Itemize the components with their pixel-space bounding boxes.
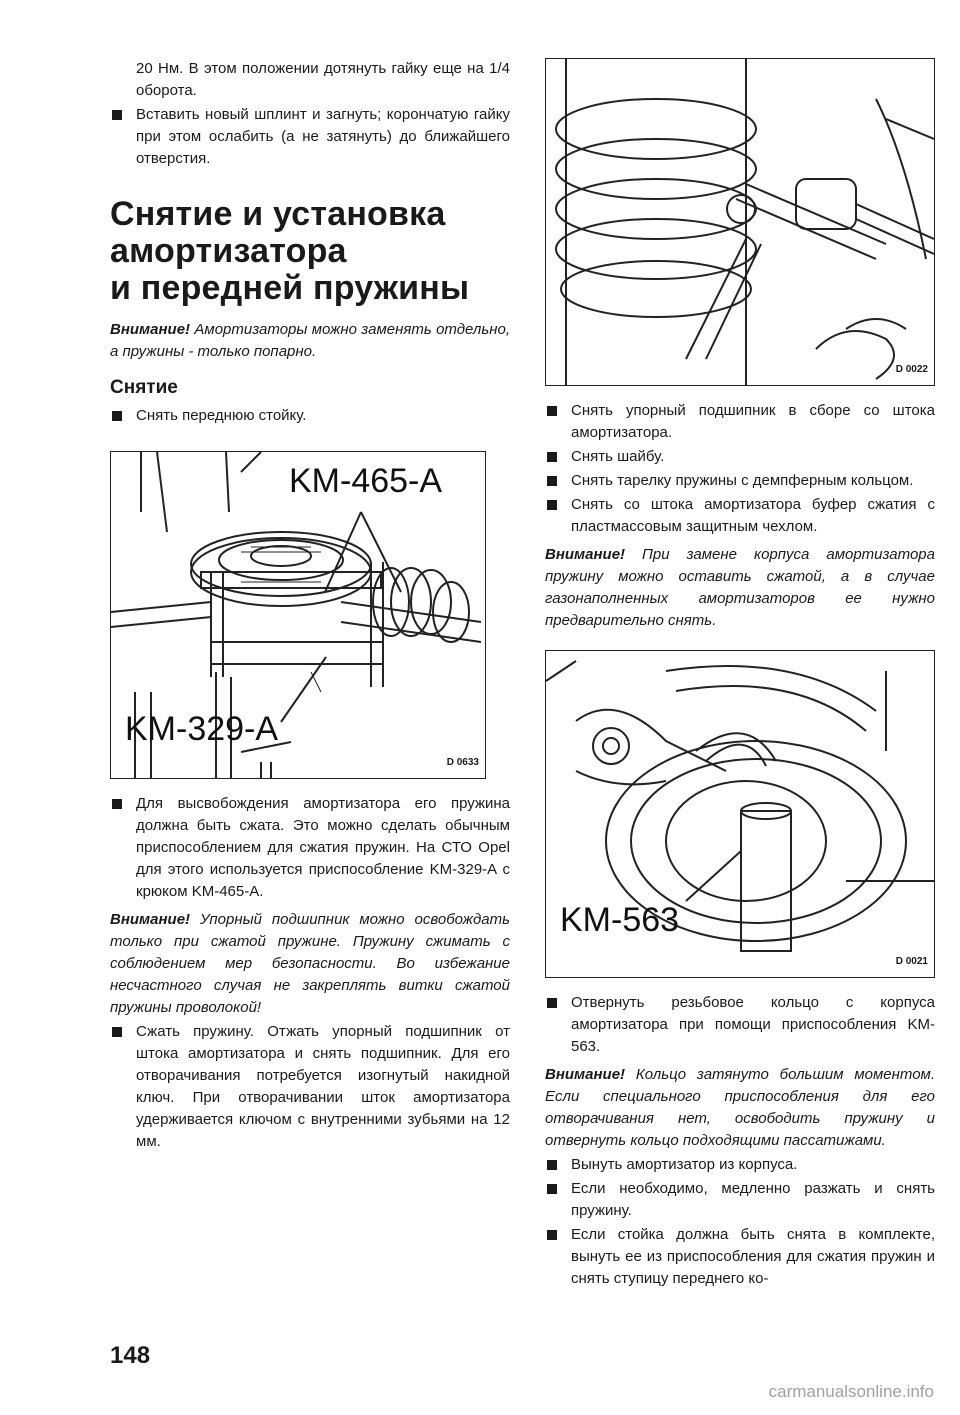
bullet-square-icon: [112, 110, 122, 120]
bullet-text: Вставить новый шплинт и загнуть; корончатую гайку при этом ослабить (а не затянуть) до ближайшего отверстия.: [136, 106, 510, 167]
left-column: [110, 58, 510, 1153]
figure-spring-compressor: [110, 451, 486, 779]
figure-code: D 0021: [895, 956, 928, 967]
heading-line: и передней пружины: [110, 269, 470, 307]
bullet-square-icon: [547, 1230, 557, 1240]
bullet-item: [545, 446, 935, 468]
bullet-square-icon: [547, 1184, 557, 1194]
bullet-square-icon: [112, 411, 122, 421]
warning-note: [110, 319, 510, 363]
bullet-text: Снять тарелку пружины с демпферным кольцом.: [571, 472, 914, 489]
bullet-item: [545, 1224, 935, 1290]
warning-note: [110, 909, 510, 1019]
bullet-text: Для высвобождения амортизатора его пружина должна быть сжата. Это можно сделать обычным приспособлением для сжатия пружин. На СТО Opel для этого используется приспособление KM-329-A с крюком KM-465-A.: [136, 795, 510, 900]
note-label: Внимание!: [545, 546, 626, 563]
note-label: Внимание!: [110, 321, 191, 338]
bullet-item: [110, 104, 510, 170]
bullet-square-icon: [547, 476, 557, 486]
bullet-item: [545, 494, 935, 538]
warning-note: [545, 1064, 935, 1152]
bullet-item: [545, 400, 935, 444]
figure-code: D 0022: [895, 364, 928, 375]
bullet-text: Снять шайбу.: [571, 448, 665, 465]
bullet-text: Если стойка должна быть снята в комплекте, вынуть ее из приспособления для сжатия пружин и снять ступицу переднего ко-: [571, 1226, 935, 1287]
bullet-text: Вынуть амортизатор из корпуса.: [571, 1156, 798, 1173]
page-number: 148: [110, 1342, 151, 1369]
note-text: Упорный подшипник можно освобождать только при сжатой пружине. Пружину сжимать с соблюдением мер безопасности. Во избежание несчастного случая не закреплять витки сжатой пружины проволокой!: [110, 911, 510, 1016]
bearing-wrench-illustration: [546, 59, 934, 385]
bullet-text: Если необходимо, медленно разжать и снять пружину.: [571, 1180, 935, 1219]
bullet-text: Снять со штока амортизатора буфер сжатия с пластмассовым защитным чехлом.: [571, 496, 935, 535]
figure-code: D 0633: [446, 757, 479, 768]
figure-ring-spanner: [545, 650, 935, 978]
note-text: При замене корпуса амортизатора пружину можно оставить сжатой, а в случае газонаполненных амортизаторов ее нужно предварительно снять.: [545, 546, 935, 629]
watermark: carmanualsonline.info: [768, 1382, 934, 1401]
right-column: [545, 58, 935, 1290]
tool-label-km-465-a: KM-465-A: [289, 462, 443, 500]
section-heading: [110, 196, 510, 307]
note-label: Внимание!: [545, 1066, 626, 1083]
warning-note: [545, 544, 935, 632]
note-text: Амортизаторы можно заменять отдельно, а пружины - только попарно.: [110, 321, 510, 360]
bullet-square-icon: [547, 452, 557, 462]
bullet-text: Снять упорный подшипник в сборе со штока амортизатора.: [571, 402, 935, 441]
tool-label-km-563: KM-563: [560, 901, 680, 939]
tool-label-km-329-a: KM-329-A: [125, 710, 279, 748]
bullet-square-icon: [547, 500, 557, 510]
bullet-square-icon: [112, 799, 122, 809]
bullet-item: [545, 992, 935, 1058]
bullet-square-icon: [547, 406, 557, 416]
heading-line: Снятие и установка: [110, 195, 446, 233]
bullet-item: [110, 405, 510, 427]
bullet-text: Снять переднюю стойку.: [136, 407, 307, 424]
bullet-square-icon: [112, 1027, 122, 1037]
bullet-item: [545, 1154, 935, 1176]
figure-bearing-wrench: [545, 58, 935, 386]
note-text: Кольцо затянуто большим моментом. Если специального приспособления для его отворачивания нет, освободить пружину и отвернуть кольцо подходящими пассатижами.: [545, 1066, 935, 1149]
bullet-item: [545, 1178, 935, 1222]
bullet-item: [545, 470, 935, 492]
bullet-square-icon: [547, 998, 557, 1008]
bullet-item: [110, 793, 510, 903]
bullet-item: [110, 1021, 510, 1153]
bullet-square-icon: [547, 1160, 557, 1170]
subheading: Снятие: [110, 377, 178, 398]
paragraph: 20 Нм. В этом положении дотянуть гайку еще на 1/4 оборота.: [136, 60, 510, 99]
bullet-text: Отвернуть резьбовое кольцо с корпуса амортизатора при помощи приспособления KM-563.: [571, 994, 935, 1055]
note-label: Внимание!: [110, 911, 191, 928]
bullet-text: Сжать пружину. Отжать упорный подшипник от штока амортизатора и снять подшипник. Для его отворачивания потребуется изогнутый накидной ключ. При отворачивании шток амортизатора удерживается ключом с внутренними зубьями на 12 мм.: [136, 1023, 510, 1150]
heading-line: амортизатора: [110, 232, 347, 270]
